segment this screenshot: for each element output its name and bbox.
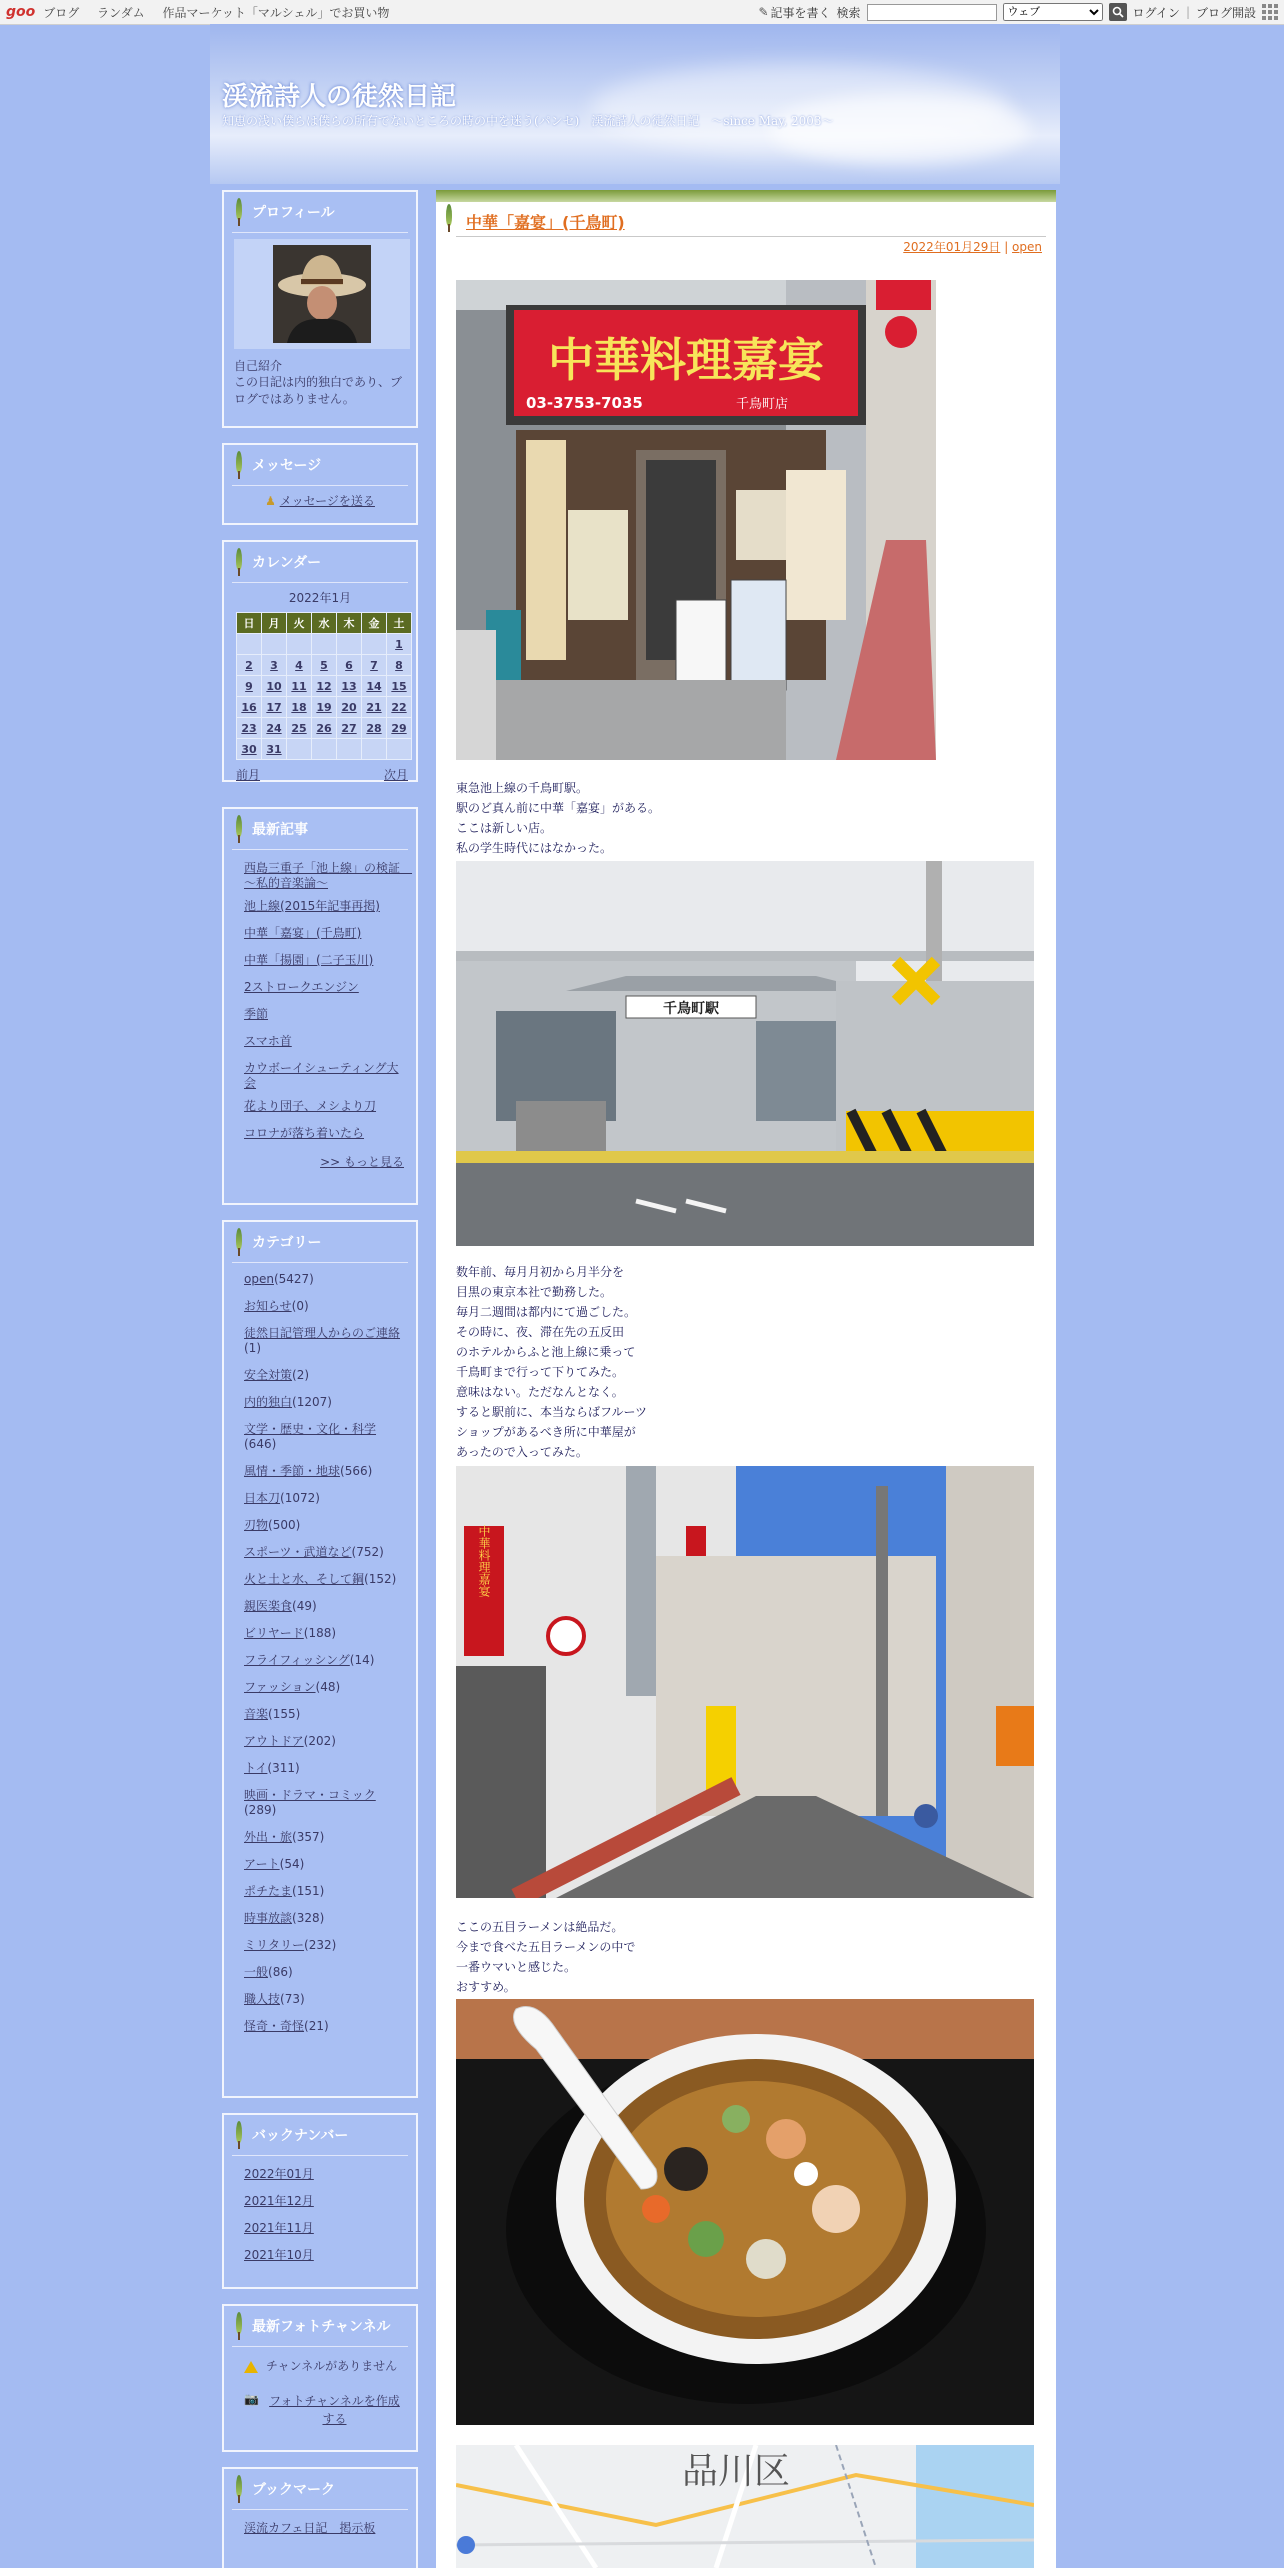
backnumber-heading: バックナンバー [232,2115,408,2156]
map-image[interactable] [456,2445,1034,2568]
calendar-day[interactable]: 12 [312,676,337,697]
pen-icon: ✎ [758,5,769,19]
category-count: (1207) [292,1395,332,1409]
calendar-empty-cell [362,739,387,760]
category-link[interactable]: トイ [244,1761,268,1775]
backnumber-link[interactable]: 2021年11月 [244,2221,314,2235]
leaf-icon [234,2312,244,2340]
calendar-month: 2022年1月 [288,591,352,605]
category-item [244,1761,404,1776]
category-item [244,1464,404,1479]
apps-grid-icon[interactable] [1262,4,1278,20]
category-link[interactable]: 刃物 [244,1518,269,1532]
profile-heading: プロフィール [232,192,408,233]
backnumber-link[interactable]: 2021年10月 [244,2248,314,2262]
category-count: (646) [244,1437,277,1451]
calendar-days [237,634,412,760]
category-link[interactable]: 時事放談 [244,1911,293,1925]
category-count: (328) [292,1911,325,1925]
intro-label: 自己紹介 [234,359,283,373]
category-item [244,1884,404,1899]
intro-text: この日記は内的独白であり、ブログではありません。 [234,375,403,406]
category-link[interactable]: 火と土と水、そして鋼 [244,1572,365,1586]
create-photo-channel-link[interactable]: フォトチャンネルを作成する [269,2394,400,2426]
weekday-header: 土 [387,613,412,634]
category-count: (566) [340,1464,373,1478]
recent-article-link[interactable]: 中華「揚園」(二子玉川) [244,953,374,967]
category-item [244,1422,404,1452]
prev-month-link[interactable]: 前月 [236,768,261,782]
category-item [244,1395,404,1410]
recent-article-link[interactable]: 中華「嘉宴」(千鳥町) [244,926,362,940]
calendar-box [222,540,418,782]
category-link[interactable]: アウトドア [244,1734,304,1748]
calendar-day[interactable]: 25 [287,718,312,739]
photo-channel-box [222,2304,418,2452]
leaf-icon [234,815,244,843]
recent-article-link[interactable]: コロナが落ち着いたら [244,1126,365,1140]
calendar-day[interactable]: 29 [387,718,412,739]
calendar-day[interactable]: 16 [237,697,262,718]
calendar-day[interactable]: 4 [287,655,312,676]
leaf-icon [234,2475,244,2503]
category-count: (188) [303,1626,337,1640]
calendar-empty-cell [237,634,262,655]
category-item [244,1965,404,1980]
calendar-empty-cell [312,739,337,760]
login-link[interactable]: ログイン [1132,5,1180,20]
category-count: (14) [349,1653,375,1667]
weekday-header: 日 [237,613,262,634]
restaurant-branch: 千鳥町店 [736,397,789,412]
category-list [224,1263,416,2056]
category-link[interactable]: ファッション [244,1680,316,1694]
backnumber-link[interactable]: 2022年01月 [244,2167,314,2181]
calendar-day[interactable]: 13 [337,676,362,697]
categories-heading: カテゴリー [232,1222,408,1263]
entry-category-link[interactable]: open [1012,240,1042,254]
blog-header [210,24,1060,184]
category-link[interactable]: open [244,1272,274,1286]
send-message-link[interactable]: メッセージを送る [279,494,375,508]
bookmark-heading: ブックマーク [232,2469,408,2510]
entry-paragraph: ここの五目ラーメンは絶品だ。 今まで食べた五目ラーメンの中で 一番ウマいと感じた。 おすすめ。 [456,1920,636,1994]
recent-article-link[interactable]: スマホ首 [244,1034,292,1048]
person-icon: ♟ [265,494,276,508]
recent-heading: 最新記事 [232,809,408,850]
nav-blog-link[interactable]: ブログ [43,5,80,20]
station-sign-text: 千鳥町駅 [663,1001,719,1017]
blog-description: 知恵の浅い僕らは僕らの所有でないところの時の中を迷う(パンセ) 渓流詩人の徒然日記 ～since May, 2003～ [222,114,834,128]
category-count: (155) [268,1707,301,1721]
bookmark-box [222,2467,418,2568]
calendar-day[interactable]: 1 [387,634,412,655]
backnumber-link[interactable]: 2021年12月 [244,2194,314,2208]
calendar-empty-cell [287,634,312,655]
category-item [244,1653,404,1668]
recent-article-link[interactable]: 西島三重子「池上線」の検証 ～私的音楽論～ [244,861,413,890]
leaf-icon [234,548,244,576]
leaf-icon [444,204,454,232]
category-item [244,1992,404,2007]
warning-icon [244,2361,258,2373]
weekday-header: 木 [337,613,362,634]
category-item [244,1491,404,1506]
station-photo [456,861,1034,1246]
message-heading: メッセージ [232,445,408,486]
search-input[interactable] [867,4,997,21]
category-link[interactable]: 文学・歴史・文化・科学 [244,1422,377,1436]
category-count: (152) [364,1572,397,1586]
calendar-empty-cell [362,634,387,655]
blog-title[interactable]: 渓流詩人の徒然日記 [222,82,457,112]
category-item [244,1938,404,1953]
recent-article-link[interactable]: 季節 [244,1007,269,1021]
category-item [244,1857,404,1872]
category-item [244,1272,404,1287]
street-photo [456,1466,1034,1898]
category-count: (202) [303,1734,336,1748]
bookmark-link[interactable]: 渓流カフェ日記 掲示板 [244,2521,376,2535]
category-count: (73) [280,1992,305,2006]
write-article-link[interactable]: 記事を書く [770,5,831,20]
category-item [244,1518,404,1533]
category-count: (232) [304,1938,337,1952]
divider: | [1185,5,1190,19]
category-item [244,1545,404,1560]
category-count: (357) [292,1830,325,1844]
category-item [244,1911,404,1926]
profile-box [222,190,418,428]
goo-logo[interactable]: goo [6,4,36,20]
open-blog-link[interactable]: ブログ開設 [1195,5,1256,20]
nav-random-link[interactable]: ランダム [97,5,145,20]
leaf-icon [234,451,244,479]
category-item [244,1707,404,1722]
entry-paragraph: 東急池上線の千鳥町駅。 駅のど真ん前に中華「嘉宴」がある。 ここは新しい店。 私の学生時代にはなかった。 [456,781,661,855]
category-item [244,1326,404,1356]
recent-articles-box [222,807,418,1205]
restaurant-front-photo [456,280,936,760]
category-item [244,1299,404,1314]
meta-separator: | [1000,240,1013,254]
category-link[interactable]: 徒然日記管理人からのご連絡 [244,1326,401,1340]
nav-market-link[interactable]: 作品マーケット「マルシェル」でお買い物 [162,5,390,20]
category-count: (54) [279,1857,305,1871]
calendar-day[interactable]: 18 [287,697,312,718]
top-bar-right [752,0,1278,24]
calendar-day[interactable]: 30 [237,739,262,760]
category-count: (1072) [280,1491,320,1505]
category-count: (0) [291,1299,309,1313]
category-item [244,2019,404,2034]
category-link[interactable]: 外出・旅 [244,1830,293,1844]
category-link[interactable]: 映画・ドラマ・コミック [244,1788,376,1802]
photo-channel-heading: 最新フォトチャンネル [232,2306,408,2347]
entry-title[interactable]: 中華「嘉宴」(千鳥町) [466,213,625,232]
camera-icon: 📷 [244,2392,259,2406]
calendar-empty-cell [337,739,362,760]
category-count: (49) [292,1599,317,1613]
category-link[interactable]: 職人技 [244,1992,281,2006]
weekday-header: 金 [362,613,387,634]
category-link[interactable]: ポチたま [244,1884,293,1898]
category-link[interactable]: ミリタリー [244,1938,305,1952]
category-link[interactable]: スポーツ・武道など [244,1545,352,1559]
calendar-day[interactable]: 19 [312,697,337,718]
calendar-day[interactable]: 6 [337,655,362,676]
weekday-header: 火 [287,613,312,634]
category-link[interactable]: 内的独白 [244,1395,293,1409]
category-item [244,1626,404,1641]
calendar-day[interactable]: 31 [262,739,287,760]
calendar-day[interactable]: 28 [362,718,387,739]
calendar-day[interactable]: 27 [337,718,362,739]
calendar-day[interactable]: 23 [237,718,262,739]
leaf-icon [234,198,244,226]
map-label: 品川区 [681,2451,791,2492]
category-item [244,1572,404,1587]
calendar-day[interactable]: 3 [262,655,287,676]
recent-article-link[interactable]: 2ストロークエンジン [244,980,359,994]
calendar-day[interactable]: 2 [237,655,262,676]
category-link[interactable]: 怪奇・奇怪 [244,2019,305,2033]
category-count: (86) [268,1965,293,1979]
street-vertical-sign: 中華料理嘉宴 [477,1525,491,1597]
leaf-icon [234,2121,244,2149]
calendar-day[interactable]: 26 [312,718,337,739]
top-bar [0,0,1284,25]
category-item [244,1734,404,1749]
category-item [244,1680,404,1695]
restaurant-phone: 03-3753-7035 [526,394,643,412]
no-channel-notice: チャンネルがありません [265,2359,398,2373]
category-item [244,1599,404,1614]
weekday-header: 水 [312,613,337,634]
entry-title-divider [456,236,1046,237]
entry-top-bar [436,190,1056,202]
calendar-day[interactable]: 8 [387,655,412,676]
search-button[interactable] [1109,3,1127,21]
category-count: (151) [292,1884,325,1898]
category-item [244,1788,404,1818]
category-link[interactable]: アート [244,1857,280,1871]
categories-box [222,1220,418,2098]
category-link[interactable]: 音楽 [244,1707,269,1721]
search-scope-select[interactable] [1003,3,1103,21]
calendar-day[interactable]: 14 [362,676,387,697]
calendar-day[interactable]: 20 [337,697,362,718]
category-link[interactable]: 風情・季節・地球 [244,1464,341,1478]
calendar-empty-cell [387,739,412,760]
leaf-icon [234,1228,244,1256]
calendar-day[interactable]: 5 [312,655,337,676]
calendar-day[interactable]: 24 [262,718,287,739]
recent-article-link[interactable]: 池上線(2015年記事再掲) [244,899,380,913]
message-box [222,443,418,525]
weekday-header: 月 [262,613,287,634]
calendar-table [236,612,412,760]
category-count: (5427) [273,1272,314,1286]
avatar[interactable] [273,245,371,343]
recent-article-link[interactable]: カウボーイシューティング大会 [244,1061,399,1090]
top-nav [43,4,403,21]
calendar-empty-cell [312,634,337,655]
category-link[interactable]: ビリヤード [244,1626,304,1640]
calendar-day[interactable]: 9 [237,676,262,697]
calendar-day[interactable]: 10 [262,676,287,697]
ramen-photo [456,1999,1034,2425]
recent-article-link[interactable]: 花より団子、メシより刀 [244,1099,377,1113]
category-item [244,1368,404,1383]
more-articles-link[interactable]: >> もっと見る [320,1155,404,1169]
restaurant-sign-text: 中華料理嘉宴 [548,333,824,387]
category-link[interactable]: お知らせ [244,1299,292,1313]
category-count: (1) [244,1341,261,1355]
entry-main [436,190,1056,2568]
category-count: (21) [304,2019,329,2033]
calendar-day[interactable]: 7 [362,655,387,676]
entry-date-link[interactable]: 2022年01月29日 [903,240,1001,254]
category-count: (500) [268,1518,301,1532]
category-link[interactable]: 日本刀 [244,1491,281,1505]
calendar-day[interactable]: 22 [387,697,412,718]
calendar-heading: カレンダー [232,542,408,583]
entry-paragraph: 数年前、毎月月初から月半分を 目黒の東京本社で勤務した。 毎月二週間は都内にて過ごした。 その時に、夜、滞在先の五反田 のホテルからふと池上線に乗って 千鳥町まで行って下りてみた。 意味はない。ただなんとなく。 すると駅前に、本当ならばフルーツ ショップがあるべき所に中華屋が あったので入ってみた。 [456,1265,648,1459]
category-link[interactable]: 安全対策 [244,1368,293,1382]
calendar-empty-cell [262,634,287,655]
category-count: (48) [315,1680,341,1694]
search-icon [1112,6,1124,18]
category-count: (752) [351,1545,384,1559]
calendar-empty-cell [337,634,362,655]
entry-meta [903,238,1042,255]
search-label: 検索 [836,5,861,20]
category-count: (289) [244,1803,277,1817]
backnumber-box [222,2113,418,2289]
profile-image-frame [234,239,410,349]
category-link[interactable]: 親医楽食 [244,1599,293,1613]
next-month-link[interactable]: 次月 [383,768,408,782]
calendar-day[interactable]: 11 [287,676,312,697]
calendar-day[interactable]: 17 [262,697,287,718]
category-count: (2) [292,1368,310,1382]
category-item [244,1830,404,1845]
calendar-day[interactable]: 15 [387,676,412,697]
category-link[interactable]: フライフィッシング [244,1653,350,1667]
category-count: (311) [267,1761,300,1775]
calendar-day[interactable]: 21 [362,697,387,718]
calendar-empty-cell [287,739,312,760]
category-link[interactable]: 一般 [244,1965,269,1979]
